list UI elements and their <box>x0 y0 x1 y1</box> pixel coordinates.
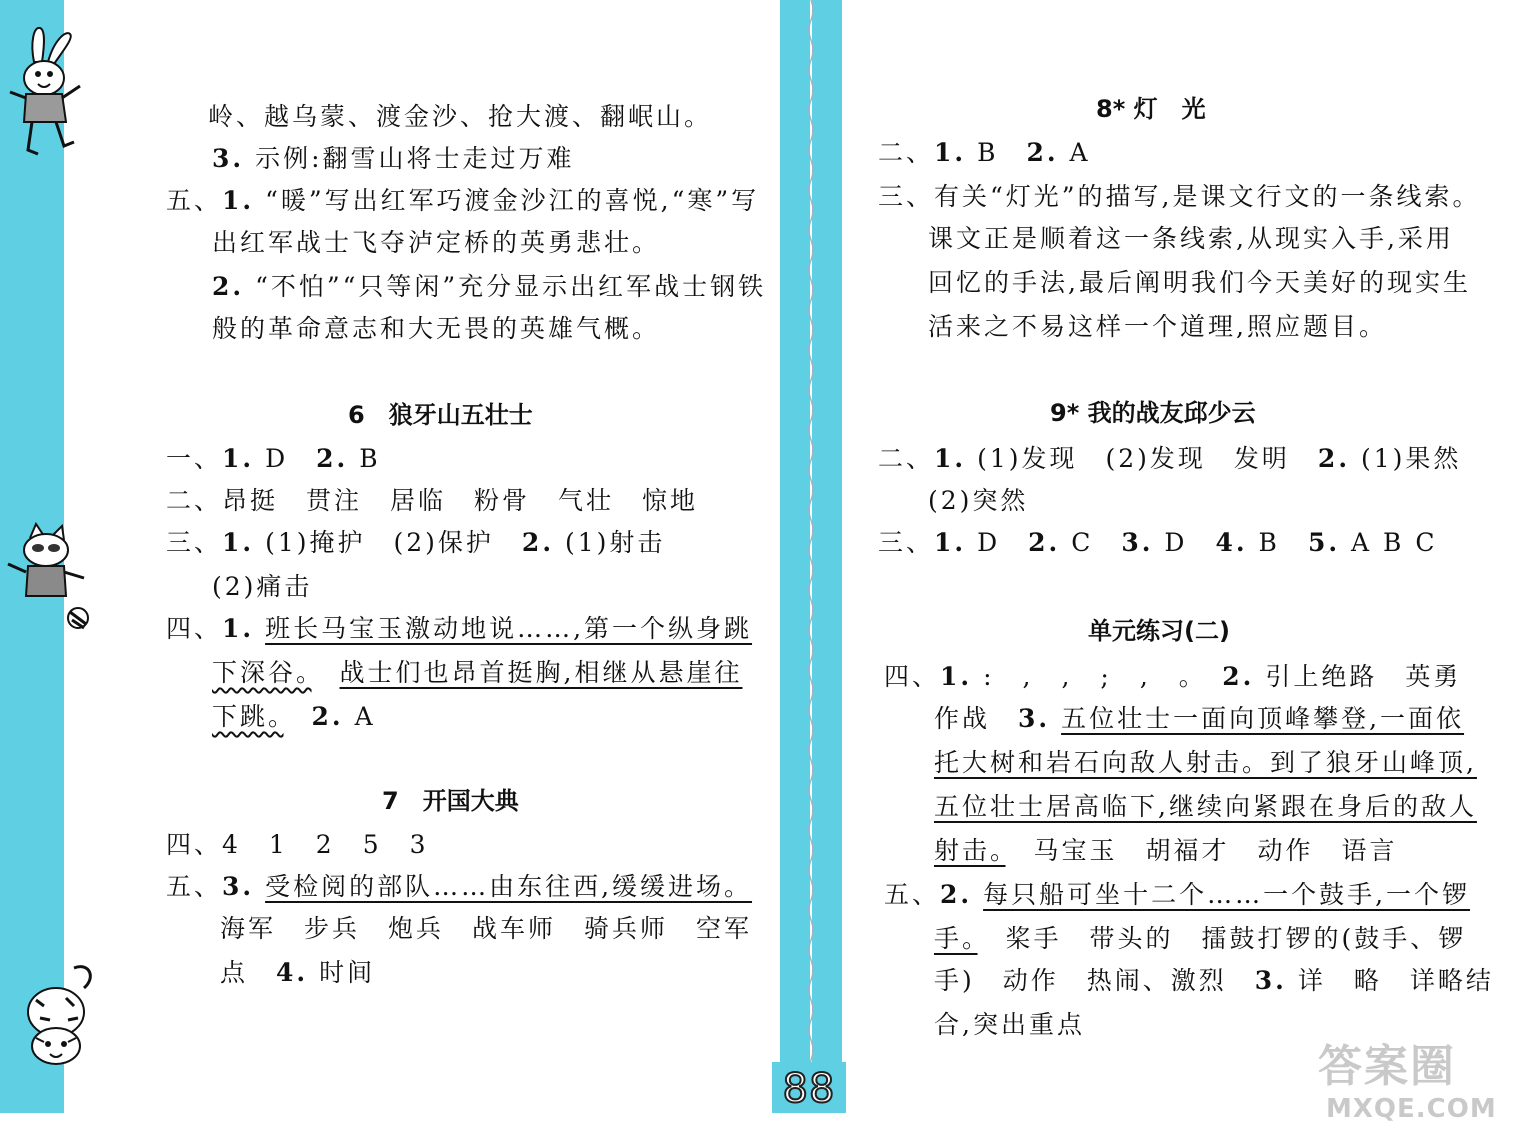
lesson-6-row-2: 二、昂挺 贯注 居临 粉骨 气壮 惊地 <box>166 486 699 515</box>
left-q3-line: 3. 示例:翻雪山将士走过万难 <box>212 144 575 173</box>
rabbit-cartoon-icon <box>4 22 88 162</box>
lesson-7-row-2-cont-2: 点 4. 时间 <box>220 958 376 987</box>
raccoon-cartoon-icon <box>4 520 90 632</box>
lesson-6-row-1: 一、1. D 2. B <box>166 444 381 473</box>
lesson-8-title: 8* 灯 光 <box>1096 95 1206 123</box>
lesson-7-row-1: 四、4 1 2 5 3 <box>166 830 429 859</box>
unit-2-row-1: 四、1. : , , ; , 。 2. 引上绝路 英勇 <box>884 662 1462 691</box>
lesson-6-title: 6 狼牙山五壮士 <box>348 401 533 429</box>
lesson-9-title: 9* 我的战友邱少云 <box>1050 399 1256 427</box>
unit-2-row-2: 五、2. 每只船可坐十二个……一个鼓手,一个锣 <box>884 880 1471 909</box>
lesson-6-row-4-cont-1: 下深谷。 战士们也昂首挺胸,相继从悬崖往 <box>212 658 743 687</box>
lesson-8-row-2-b: 课文正是顺着这一条线索,从现实入手,采用 <box>928 224 1454 253</box>
lesson-9-row-2: 三、1. D 2. C 3. D 4. B 5. A B C <box>878 528 1438 557</box>
unit-2-row-2-cont-1: 手。 桨手 带头的 擂鼓打锣的(鼓手、锣 <box>934 924 1467 953</box>
page-number-box <box>772 1062 846 1113</box>
lesson-8-row-1: 二、1. B 2. A <box>878 138 1091 167</box>
unit-2-row-1-cont-4: 射击。 马宝玉 胡福才 动作 语言 <box>934 836 1398 865</box>
lesson-6-row-3-cont: (2)痛击 <box>212 572 313 601</box>
watermark-sub: MXQE.COM <box>1326 1094 1497 1124</box>
left-s5-q1-line-b: 出红军战士飞夺泸定桥的英勇悲壮。 <box>212 228 661 257</box>
lesson-9-row-1-cont: (2)突然 <box>928 486 1029 515</box>
left-s5-q2-line-b: 般的革命意志和大无畏的英雄气概。 <box>212 314 661 343</box>
left-s5-q2-line-a: 2. “不怕”“只等闲”充分显示出红军战士钢铁 <box>212 272 767 301</box>
lesson-8-row-2-c: 回忆的手法,最后阐明我们今天美好的现实生 <box>928 268 1471 297</box>
center-gutter-right <box>812 0 842 1113</box>
left-s5-q1-line-a: 五、1. “暖”写出红军巧渡金沙江的喜悦,“寒”写 <box>166 186 760 215</box>
lesson-8-row-2-a: 三、有关“灯光”的描写,是课文行文的一条线索。 <box>878 182 1481 211</box>
left-intro-line-1: 岭、越乌蒙、渡金沙、抢大渡、翻岷山。 <box>208 102 713 131</box>
unit-2-row-2-cont-2: 手) 动作 热闹、激烈 3. 详 略 详略结 <box>934 966 1494 995</box>
lesson-7-row-2: 五、3. 受检阅的部队……由东往西,缓缓进场。 <box>166 872 753 901</box>
lesson-7-title: 7 开国大典 <box>382 787 519 815</box>
watermark <box>1318 1030 1497 1124</box>
unit-2-row-1-cont-2: 托大树和岩石向敌人射击。到了狼牙山峰顶, <box>934 748 1477 777</box>
unit-2-title: 单元练习(二) <box>1088 617 1230 645</box>
lesson-6-row-3: 三、1. (1)掩护 (2)保护 2. (1)射击 <box>166 528 666 557</box>
unit-2-row-1-cont-3: 五位壮士居高临下,继续向紧跟在身后的敌人 <box>934 792 1477 821</box>
unit-2-row-1-cont-1: 作战 3. 五位壮士一面向顶峰攀登,一面依 <box>934 704 1465 733</box>
binding-spine <box>806 0 816 1113</box>
unit-2-row-2-cont-3: 合,突出重点 <box>934 1010 1085 1039</box>
tiger-cartoon-icon <box>12 958 98 1070</box>
watermark-main: 答案圈 <box>1318 1041 1456 1092</box>
lesson-8-row-2-d: 活来之不易这样一个道理,照应题目。 <box>928 312 1387 341</box>
lesson-9-row-1: 二、1. (1)发现 (2)发现 发明 2. (1)果然 <box>878 444 1462 473</box>
lesson-6-row-4-cont-2: 下跳。 2. A <box>212 702 376 731</box>
lesson-7-row-2-cont-1: 海军 步兵 炮兵 战车师 骑兵师 空军 <box>220 914 753 943</box>
lesson-6-row-4: 四、1. 班长马宝玉激动地说……,第一个纵身跳 <box>166 614 753 643</box>
page-number: 88 <box>782 1066 836 1112</box>
